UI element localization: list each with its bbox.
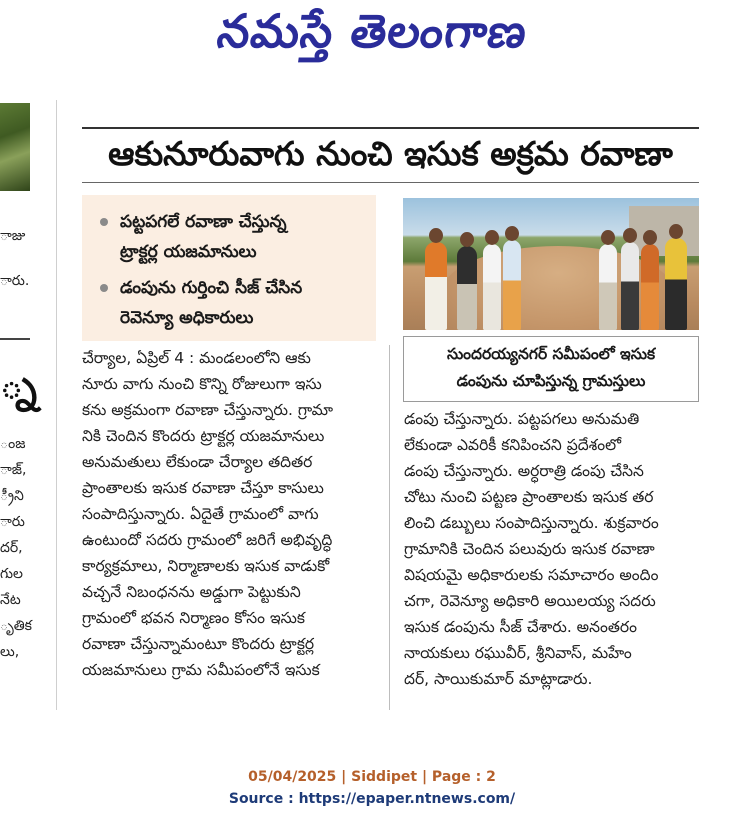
- highlight-line: ట్రాక్టర్ల యజమానులు: [120, 242, 257, 262]
- highlight-line: డంపును గుర్తించి సీజ్ చేసిన: [120, 278, 303, 298]
- caption-line: డంపును చూపిస్తున్న గ్రామస్తులు: [456, 372, 646, 390]
- body-line: నాయకులు రఘువీర్, శ్రీనివాస్, మహేం: [404, 644, 632, 662]
- photo-person: [641, 244, 659, 330]
- body-line: విషయమై అధికారులకు సమాచారం అందిం: [404, 566, 659, 584]
- body-line: వచ్చనే నిబంధనను అడ్డుగా పెట్టుకుని: [82, 583, 301, 601]
- left-column-line: గుల: [0, 566, 23, 582]
- body-line: లించి డబ్బులు సంపాదిస్తున్నారు. శుక్రవారం: [404, 514, 659, 532]
- highlight-item: [98, 273, 366, 333]
- body-line: నూరు వాగు నుంచి కొన్ని రోజులుగా ఇసు: [82, 375, 322, 393]
- left-column-photo: [0, 103, 30, 191]
- left-column-fragment: ారు.: [0, 273, 30, 289]
- bullet-icon: [100, 284, 108, 292]
- body-line: డంపు చేస్తున్నారు. పట్టపగలు అనుమతి: [404, 410, 640, 428]
- body-line: చోటు నుంచి పట్టణ ప్రాంతాలకు ఇసుక తర: [404, 488, 654, 506]
- body-line: ఇసుక డంపును సీజ్ చేశారు. అనంతరం: [404, 618, 637, 636]
- left-column-line: ంజ: [0, 436, 26, 452]
- left-column-line: నేట: [0, 592, 21, 608]
- photo-caption: [403, 336, 699, 402]
- column-divider: [56, 100, 57, 710]
- photo-person: [457, 246, 477, 330]
- body-line: చేర్యాల, ఏప్రిల్ 4 : మండలంలోని ఆకు: [82, 349, 311, 367]
- headline-rule-top: [82, 127, 699, 129]
- caption-line: సుందరయ్యనగర్ సమీపంలో ఇసుక: [446, 345, 656, 363]
- photo-person: [621, 242, 639, 330]
- highlight-item: [98, 207, 366, 267]
- body-line: కను అక్రమంగా రవాణా చేస్తున్నారు. గ్రామా: [82, 401, 334, 419]
- article-headline: [82, 134, 699, 181]
- body-line: అనుమతులు లేకుండా చేర్యాల తదితర: [82, 453, 313, 471]
- left-column-fragment: ాజు: [0, 228, 26, 244]
- photo-person: [599, 244, 617, 330]
- bullet-icon: [100, 218, 108, 226]
- left-column-line: ాజ్,: [0, 462, 27, 478]
- article-photo: [403, 198, 699, 330]
- body-line: నికి చెందిన కొందరు ట్రాక్టర్ల యజమానులు: [82, 427, 325, 445]
- body-line: గ్రామంలో భవన నిర్మాణం కోసం ఇసుక: [82, 609, 305, 627]
- photo-person: [483, 244, 501, 330]
- masthead: [0, 0, 744, 80]
- body-line: యజమానులు గ్రామ సమీపంలోనే ఇసుక: [82, 661, 320, 679]
- body-line: సంపాదిస్తున్నారు. ఏదైతే గ్రామంలో వాగు: [82, 505, 319, 523]
- body-line: చగా, రెవెన్యూ అధికారి అయిలయ్య సదరు: [404, 592, 656, 610]
- photo-person: [425, 242, 447, 330]
- left-column-line: ్రీని: [0, 488, 24, 504]
- body-line: కార్యక్రమాలు, నిర్మాణాలకు ఇసుక వాడుకో: [82, 557, 330, 575]
- highlight-line: రెవెన్యూ అధికారులు: [120, 308, 254, 328]
- left-column-line: లు,: [0, 644, 20, 660]
- photo-person: [665, 238, 687, 330]
- edition-info: 05/04/2025 | Siddipet | Page : 2: [248, 769, 496, 785]
- highlights-box: [82, 195, 376, 341]
- body-line: దర్, సాయికుమార్ మాట్లాడారు.: [404, 670, 593, 688]
- article-column-1: [82, 345, 378, 683]
- body-line: రవాణా చేస్తున్నామంటూ కొందరు ట్రాక్టర్ల: [82, 635, 315, 653]
- left-column-headline-fragment: ్న: [0, 362, 37, 408]
- headline-text: ఆకునూరువాగు నుంచి ఇసుక అక్రమ రవాణా: [108, 134, 673, 173]
- column-divider: [389, 345, 390, 710]
- left-column-line: ృతిక: [0, 618, 32, 634]
- body-line: ఉంటుందో సదరు గ్రామంలో జరిగే అభివృద్ధి: [82, 531, 333, 549]
- photo-building: [629, 206, 699, 256]
- left-column-rule: [0, 338, 30, 340]
- headline-rule-bottom: [82, 182, 699, 183]
- article-column-2: [404, 406, 700, 692]
- body-line: లేకుండా ఎవరికీ కనిపించని ప్రదేశంలో: [404, 436, 622, 454]
- body-line: ప్రాంతాలకు ఇసుక రవాణా చేస్తూ కాసులు: [82, 479, 324, 497]
- left-column-line: ారు: [0, 514, 25, 530]
- left-column-line: దర్,: [0, 540, 23, 556]
- newspaper-title: నమస్తే తెలంగాణ: [214, 4, 532, 58]
- highlight-line: పట్టపగలే రవాణా చేస్తున్న: [120, 212, 287, 232]
- photo-person: [503, 240, 521, 330]
- source-link[interactable]: Source : https://epaper.ntnews.com/: [228, 791, 516, 807]
- body-line: గ్రామానికి చెందిన పలువురు ఇసుక రవాణా: [404, 540, 655, 558]
- page-footer: [0, 766, 744, 810]
- body-line: డంపు చేస్తున్నారు. అర్ధరాత్రి డంపు చేసిన: [404, 462, 644, 480]
